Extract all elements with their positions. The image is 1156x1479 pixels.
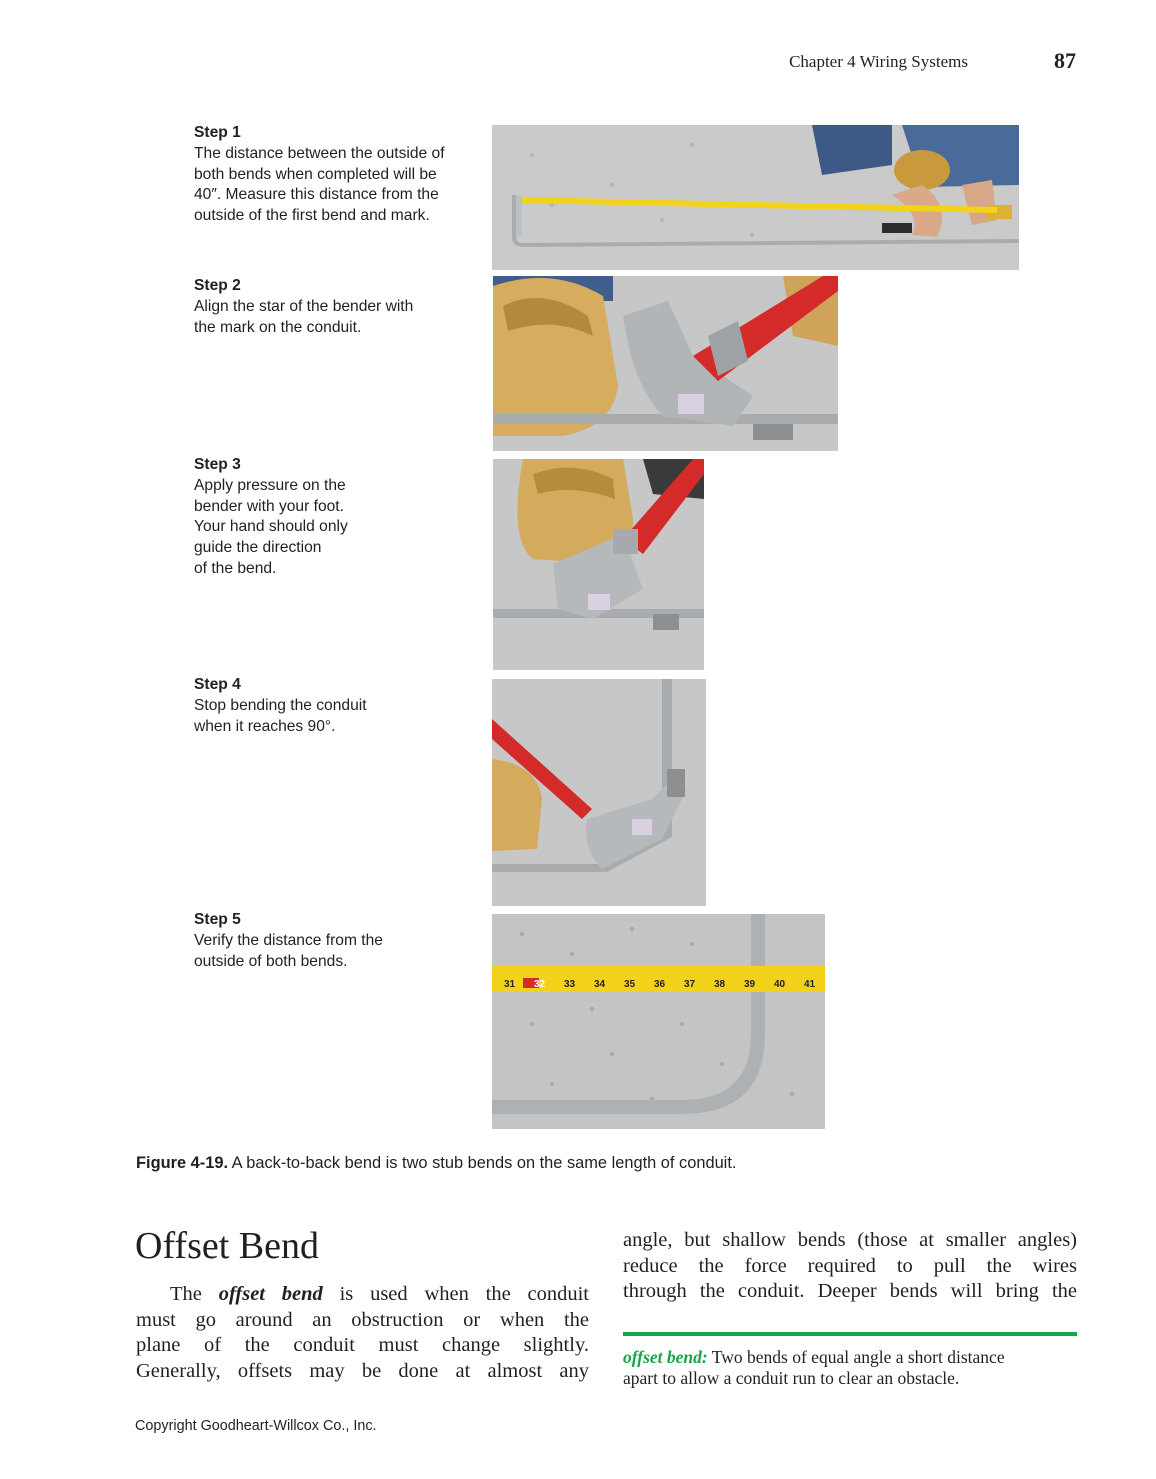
tape-number: 39 bbox=[744, 979, 756, 990]
step-line: Your hand should only bbox=[194, 518, 348, 536]
tape-number: 37 bbox=[684, 979, 696, 990]
step-line: both bends when completed will be bbox=[194, 165, 437, 183]
body-left-column bbox=[136, 1282, 589, 1384]
step-title: Step 3 bbox=[194, 456, 241, 473]
step-line: the mark on the conduit. bbox=[194, 318, 362, 336]
step-title: Step 4 bbox=[194, 676, 241, 693]
figure-text: A back-to-back bend is two stub bends on the same length of conduit. bbox=[231, 1154, 737, 1172]
step-5-text bbox=[194, 910, 479, 972]
tape-number: 40 bbox=[774, 979, 786, 990]
tape-number: 41 bbox=[804, 979, 816, 990]
step-line: Apply pressure on the bbox=[194, 476, 346, 494]
body-line: reduce the force required to pull the wires bbox=[623, 1254, 1077, 1277]
section-title: Offset Bend bbox=[135, 1225, 319, 1267]
running-head bbox=[700, 50, 1080, 74]
step-5-photo bbox=[492, 914, 825, 1129]
body-text: is used when the conduit bbox=[322, 1283, 589, 1305]
body-line: angle, but shallow bends (those at smaller angles) bbox=[623, 1229, 1077, 1251]
body-line: Generally, offsets may be done at almost any bbox=[136, 1359, 589, 1382]
body-right-column bbox=[623, 1228, 1077, 1305]
glossary-definition-line-1: Two bends of equal angle a short distance bbox=[711, 1347, 1005, 1367]
step-1-text bbox=[194, 123, 479, 227]
step-4-photo bbox=[492, 679, 706, 906]
tape-number: 36 bbox=[654, 979, 666, 990]
tape-number: 35 bbox=[624, 979, 636, 990]
step-line: bender with your foot. bbox=[194, 497, 344, 515]
step-line: Align the star of the bender with bbox=[194, 297, 414, 315]
glossary-divider bbox=[623, 1332, 1077, 1336]
step-1-photo bbox=[492, 125, 1019, 270]
step-line: guide the direction bbox=[194, 539, 322, 557]
chapter-title: Chapter 4 Wiring Systems bbox=[789, 52, 968, 71]
tape-number: 33 bbox=[564, 979, 576, 990]
tape-number: 31 bbox=[504, 979, 516, 990]
step-2-photo bbox=[493, 276, 838, 451]
step-2-text bbox=[194, 276, 479, 338]
step-3-photo bbox=[493, 459, 704, 670]
page-number: 87 bbox=[1054, 48, 1076, 73]
figure-caption bbox=[136, 1154, 736, 1173]
step-4-text bbox=[194, 675, 479, 737]
body-line: through the conduit. Deeper bends will bring the bbox=[623, 1280, 1077, 1302]
term-offset-bend: offset bend bbox=[218, 1283, 323, 1305]
step-line: The distance between the outside of bbox=[194, 144, 445, 162]
step-line: outside of both bends. bbox=[194, 952, 348, 970]
glossary-definition-line-2: apart to allow a conduit run to clear an obstacle. bbox=[623, 1368, 960, 1388]
glossary-term: offset bend: bbox=[623, 1347, 708, 1367]
body-text: The bbox=[170, 1283, 219, 1305]
step-line: Verify the distance from the bbox=[194, 931, 383, 949]
body-line: plane of the conduit must change slightly. bbox=[136, 1334, 589, 1356]
step-line: Stop bending the conduit bbox=[194, 696, 367, 714]
glossary-entry bbox=[623, 1347, 1083, 1389]
tape-number: 34 bbox=[594, 979, 606, 990]
step-line: when it reaches 90°. bbox=[194, 717, 336, 735]
step-title: Step 1 bbox=[194, 124, 241, 141]
figure-label: Figure 4-19. bbox=[136, 1154, 228, 1172]
step-line: 40″. Measure this distance from the bbox=[194, 186, 439, 204]
step-title: Step 5 bbox=[194, 911, 241, 928]
tape-number: 38 bbox=[714, 979, 726, 990]
step-line: outside of the first bend and mark. bbox=[194, 207, 430, 225]
copyright-footer: Copyright Goodheart-Willcox Co., Inc. bbox=[135, 1418, 377, 1434]
body-line: must go around an obstruction or when the bbox=[136, 1308, 589, 1331]
step-3-text bbox=[194, 455, 479, 580]
tape-number: 32 bbox=[534, 979, 546, 990]
body-line bbox=[136, 1282, 589, 1308]
step-title: Step 2 bbox=[194, 277, 241, 294]
step-line: of the bend. bbox=[194, 559, 277, 577]
